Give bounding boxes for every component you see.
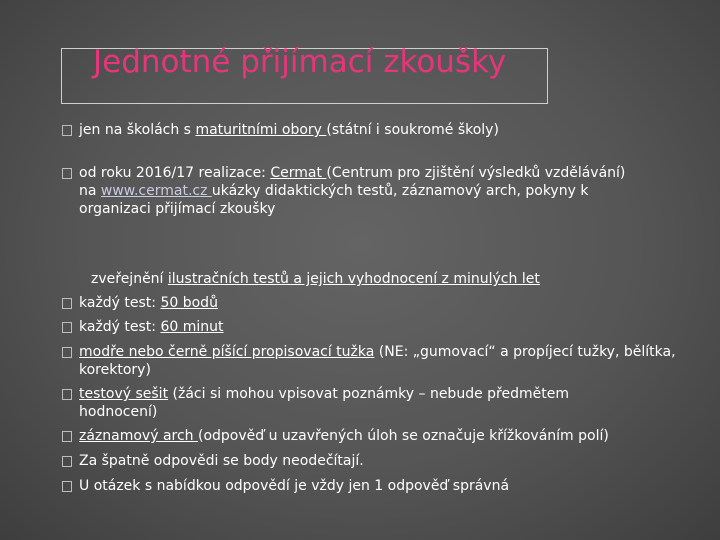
- text: (státní i soukromé školy): [326, 122, 499, 138]
- underlined-text: 60 minut: [160, 319, 224, 335]
- text: na: [79, 183, 101, 199]
- cermat-link[interactable]: www.cermat.cz: [100, 183, 212, 199]
- bullet-icon: [62, 456, 72, 467]
- bullet-icon: [62, 322, 72, 333]
- text: jen na školách s: [79, 122, 196, 138]
- text: ukázky didaktických testů, záznamový arch, pokyny k organizaci přijímací zkoušky: [79, 183, 589, 217]
- text: zveřejnění: [91, 271, 168, 287]
- plain-line: [91, 270, 711, 288]
- text: U otázek s nabídkou odpovědí je vždy jen 1 odpověď správná: [79, 478, 510, 494]
- text: (Centrum pro zjištění výsledků vzdělávání): [326, 165, 626, 181]
- underlined-text: modře nebo černě píšící propisovací tužka: [79, 344, 375, 360]
- list-item: [79, 318, 699, 336]
- underlined-text: 50 bodů: [160, 295, 218, 311]
- list-item: [79, 427, 699, 445]
- list-item: [79, 343, 689, 379]
- list-item: [79, 385, 639, 421]
- text: (žáci si mohou vpisovat poznámky – nebude předmětem hodnocení): [79, 386, 569, 420]
- bullet-icon: [62, 347, 72, 358]
- underlined-text: záznamový arch: [79, 428, 198, 444]
- bullet-icon: [62, 298, 72, 309]
- text: od roku 2016/17 realizace:: [79, 165, 271, 181]
- slide-title: Jednotné přijímací zkoušky: [93, 44, 507, 80]
- list-item: [79, 121, 699, 139]
- bullet-icon: [62, 431, 72, 442]
- list-item: [79, 164, 659, 218]
- underlined-text: ilustračních testů a jejich vyhodnocení z minulých let: [167, 271, 540, 287]
- bullet-icon: [62, 125, 72, 136]
- list-item: [79, 294, 699, 312]
- text: Za špatně odpovědi se body neodečítají.: [79, 453, 364, 469]
- underlined-text: Cermat: [270, 165, 327, 181]
- text: (NE: „gumovací“ a propíjecí tužky, bělítka, korektory): [79, 344, 676, 378]
- bullet-icon: [62, 168, 72, 179]
- text: (odpověď u uzavřených úloh se označuje křížkováním polí): [198, 428, 609, 444]
- underlined-text: testový sešit: [79, 386, 169, 402]
- text: každý test:: [79, 295, 161, 311]
- text: každý test:: [79, 319, 161, 335]
- bullet-icon: [62, 481, 72, 492]
- bullet-icon: [62, 389, 72, 400]
- underlined-text: maturitními obory: [195, 122, 327, 138]
- list-item: [79, 452, 699, 470]
- list-item: [79, 477, 699, 495]
